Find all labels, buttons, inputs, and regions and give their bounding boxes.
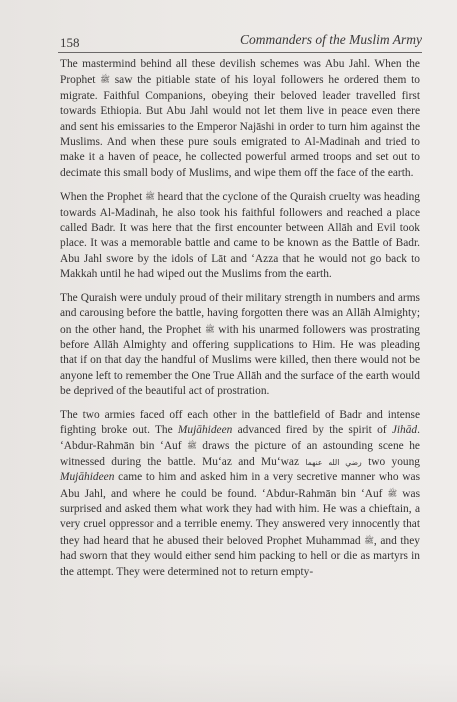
paragraph: [60, 291, 420, 400]
salutation-glyph: ﷺ: [364, 535, 374, 545]
text-run: came to him and asked him in a very secretive manner who was Abu Jahl, and where he could be found. ‘Abdur-Rahmān bin ‘Auf: [60, 471, 420, 500]
page-bottom-shade: [0, 662, 457, 702]
running-title: Commanders of the Muslim Army: [240, 32, 422, 47]
body-text: [60, 57, 420, 588]
salutation-glyph: ﷺ: [145, 192, 155, 202]
paragraph: [60, 189, 420, 282]
header-rule: [58, 52, 422, 53]
text-run: advanced fired by the spirit of: [232, 423, 392, 436]
text-run: The Quraish were unduly proud of their military strength in numbers and arms and carousing before the battle, having forgotten there was an Allāh Almighty; on the other hand, the Prophet: [60, 291, 420, 336]
text-run: was surprised and asked them what work they had with him. He was a chieftain, a very cruel oppressor and a terrible enemy. They answered very innocently that they had heard that he abused their beloved Prophet Muhammad: [60, 487, 420, 547]
text-run: , and they had sworn that they would either send him packing to hell or die as martyrs in the attempt. They were determined not to return empty-: [60, 534, 420, 578]
italic-term: Mujāhideen: [60, 471, 115, 484]
italic-term: Mujāhideen: [177, 423, 233, 436]
salutation-glyph: ﷺ: [100, 75, 110, 85]
page-header: [60, 32, 422, 52]
text-run: with his unarmed followers was prostrating before Allāh Almighty and offering supplications to Him. He was pleading that if on that day the handful of Muslims were killed, then there would not be anyone left to remember the One True Allāh and the surface of the earth would be deprived of the beautiful act of prostration.: [60, 323, 420, 398]
text-run: When the Prophet: [60, 191, 146, 204]
text-run: The mastermind behind all these devilish schemes was Abu Jahl. When the Prophet: [60, 58, 420, 87]
text-run: heard that the cyclone of the Quraish cruelty was heading towards Al-Madinah, he also took his faithful followers and reached a place called Badr. It was here that the first encounter between Allāh and Evil took place. It was a memorable battle and came to be known as the Battle of Badr. Abu Jahl swore by the idols of Lāt and ‘Azza that he would not go back to Makkah until he had wiped out the Muslims from the earth.: [60, 191, 420, 281]
arabic-honorific: رضي الله عنهما: [305, 457, 362, 467]
text-run: . ‘Abdur-Rahmān bin ‘Auf: [60, 423, 420, 453]
text-run: two young: [361, 455, 420, 468]
paragraph: [60, 408, 420, 580]
page-number: 158: [60, 35, 80, 50]
salutation-glyph: ﷺ: [204, 324, 215, 334]
text-run: The two armies faced off each other in the battlefield of Badr and intense fighting broke out. The: [60, 408, 420, 436]
italic-term: Jihād: [391, 423, 418, 436]
text-run: saw the pitiable state of his loyal followers he ordered them to migrate. Faithful Companions, obeying their beloved leader travelled first towards Ethiopia. But Abu Jahl would not let them live in peace even there and sent his emissaries to the Emperor Najāshi in order to turn him against the Muslims. And when these pure souls emigrated to Al-Madinah and tried to make it a haven of peace, he collected powerful armed troops and set out to decimate this small body of Muslims, and wipe them off the face of the earth.: [60, 74, 420, 179]
text-run: draws the picture of an astounding scene he witnessed during the battle. Mu‘az and Mu‘waz: [60, 440, 420, 468]
salutation-glyph: ﷺ: [387, 488, 398, 498]
salutation-glyph: ﷺ: [187, 441, 197, 451]
paragraph: [60, 57, 420, 181]
